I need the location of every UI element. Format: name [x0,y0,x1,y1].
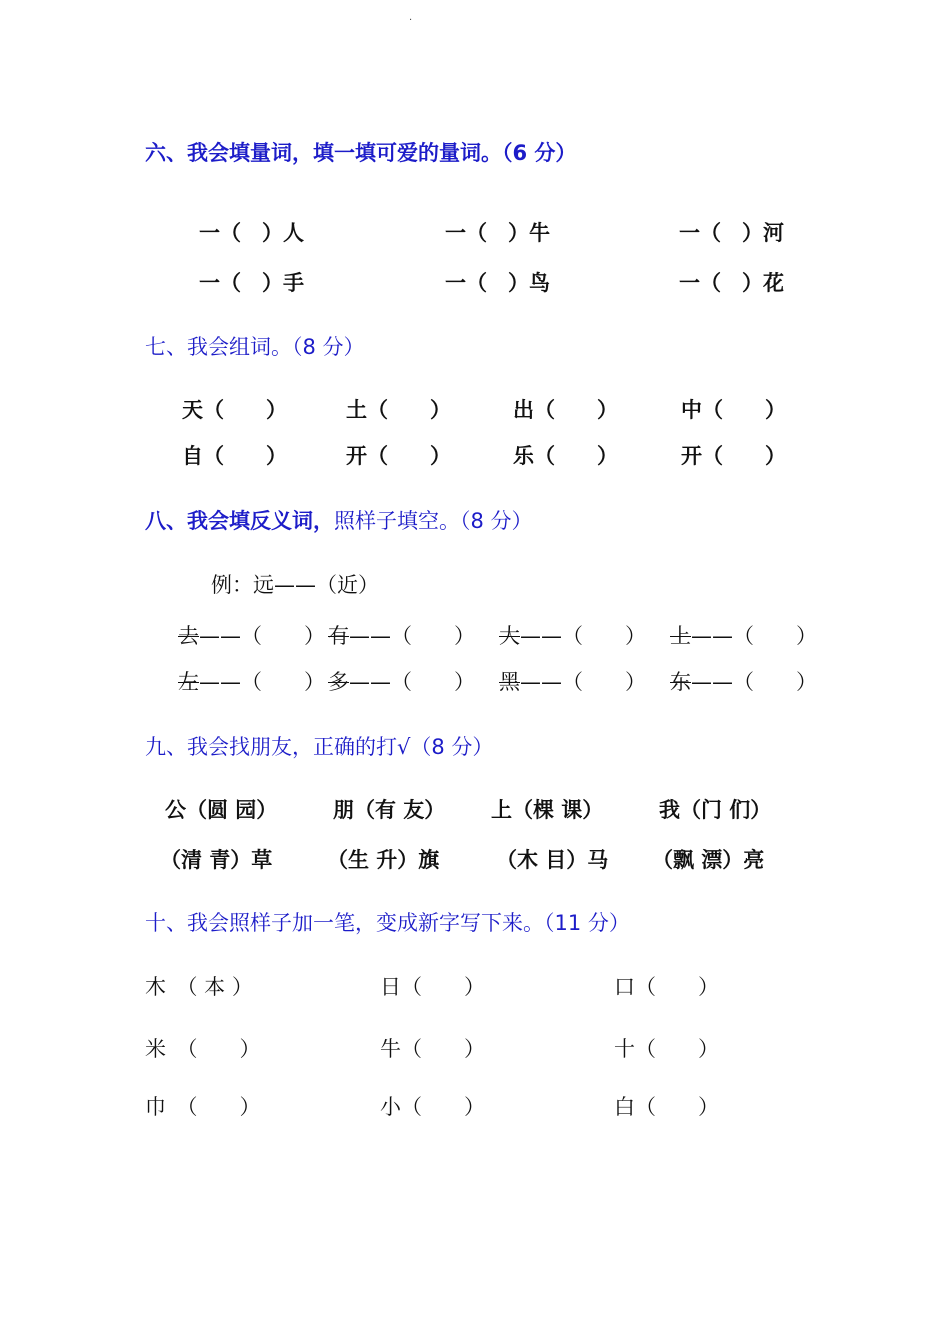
section7-item: 出（ ） [513,398,618,422]
section8-title-normal: 照样子填空。（8 分） [334,509,533,533]
section8-item [499,626,646,647]
section9-item: （飘 漂）亮 [652,848,765,872]
section8-title [145,511,533,532]
section8-item [328,626,475,647]
section10-item: 白（ ） [614,1095,719,1119]
section6-item: 一（ ）鸟 [445,271,550,295]
section10-item: 十（ ） [614,1037,719,1061]
section7-item: 开（ ） [681,444,786,468]
section8-item [178,626,325,647]
section9-item: （清 青）草 [160,848,273,872]
antonym-char: 东 [670,670,691,694]
section10-item: 小（ ） [380,1095,485,1119]
antonym-char: 去 [178,624,199,648]
section6-item: 一（ ）牛 [445,221,550,245]
section6-item: 一（ ）花 [679,271,784,295]
section8-item [670,672,817,693]
antonym-char: 多 [328,670,349,694]
antonym-blank: ——（ ） [349,670,475,694]
antonym-blank: ——（ ） [520,670,646,694]
section7-item: 开（ ） [346,444,451,468]
section6-item: 一（ ）手 [199,271,304,295]
section9-item: 我（门 们） [659,798,772,822]
antonym-blank: ——（ ） [349,624,475,648]
section8-item [178,672,325,693]
section9-item: （木 目）马 [496,848,609,872]
section8-title-bold: 八、我会填反义词， [145,509,334,533]
section8-item [328,672,475,693]
antonym-blank: ——（ ） [691,624,817,648]
section9-item: 朋（有 友） [333,798,446,822]
antonym-char: 大 [499,624,520,648]
section9-item: 公（圆 园） [165,798,278,822]
section8-item [670,626,817,647]
section10-item: 牛（ ） [380,1037,485,1061]
section10-item: 口（ ） [614,975,719,999]
section9-item: （生 升）旗 [327,848,440,872]
antonym-char: 黑 [499,670,520,694]
antonym-blank: ——（ ） [199,670,325,694]
section10-item: 米 （ ） [145,1037,261,1061]
antonym-blank: ——（ ） [520,624,646,648]
antonym-char: 有 [328,624,349,648]
section7-item: 乐（ ） [513,444,618,468]
section10-title: 十、我会照样子加一笔，变成新字写下来。（11 分） [145,911,630,935]
section10-item: 巾 （ ） [145,1095,261,1119]
section7-item: 土（ ） [346,398,451,422]
section6-item: 一（ ）人 [199,221,304,245]
section8-example: 例：远——（近） [211,573,379,597]
section7-item: 中（ ） [681,398,786,422]
top-mark: . [409,12,413,23]
section7-item: 天（ ） [182,398,287,422]
section10-item: 木 （ 本 ） [145,975,253,999]
antonym-blank: ——（ ） [691,670,817,694]
section7-item: 自（ ） [182,444,287,468]
section8-item [499,672,646,693]
antonym-blank: ——（ ） [199,624,325,648]
section10-item: 日（ ） [380,975,485,999]
section7-title: 七、我会组词。（8 分） [145,335,365,359]
antonym-char: 左 [178,670,199,694]
section6-title: 六、我会填量词，填一填可爱的量词。（6 分） [145,141,577,165]
section9-item: 上（棵 课） [491,798,604,822]
section6-item: 一（ ）河 [679,221,784,245]
antonym-char: 上 [670,624,691,648]
section9-title: 九、我会找朋友，正确的打√（8 分） [145,735,494,759]
